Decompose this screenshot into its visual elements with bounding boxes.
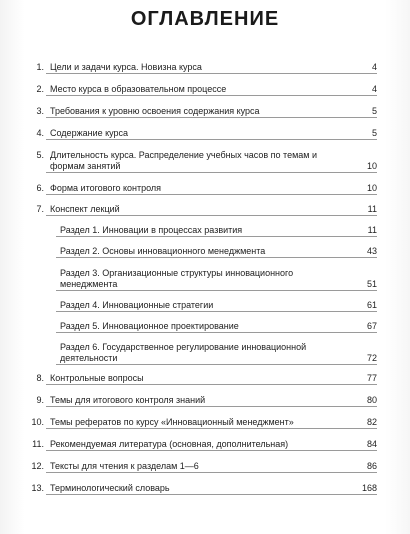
toc-item-number: 13. [31,483,44,493]
toc-item-5 [22,150,377,173]
toc-item-number: 2. [36,84,44,94]
toc-subitem-underline [56,236,377,237]
toc-subitem-underline [56,311,377,312]
toc-item-number: 1. [36,62,44,72]
toc-item-title: Терминологический словарь [50,483,170,493]
toc-subitem-underline [56,257,377,258]
toc-subitem-1 [22,225,377,237]
toc-item-2 [22,84,377,96]
toc-item-8 [22,373,377,385]
toc-item-6 [22,183,377,195]
toc-item-underline [46,73,377,74]
toc-item-page: 82 [366,417,377,427]
page-title: ОГЛАВЛЕНИЕ [130,8,280,30]
toc-item-page: 10 [366,183,377,193]
toc-subitem-underline [56,364,377,365]
toc-item-title: Темы рефератов по курсу «Инновационный менеджмент» [50,417,294,427]
toc-item-underline [46,450,377,451]
toc-item-underline [46,194,377,195]
toc-item-page: 5 [371,106,377,116]
toc-item-page: 4 [371,84,377,94]
toc-item-title: Требования к уровню освоения содержания курса [50,106,260,116]
toc-subitem-page: 11 [367,225,377,235]
toc-subitem-page: 51 [366,279,377,289]
toc-item-number: 11. [32,439,44,449]
toc-item-number: 7. [36,204,44,214]
toc-item-title: Форма итогового контроля [50,183,162,193]
toc-item-title: Контрольные вопросы [50,373,144,383]
toc-subitem-title: Раздел 6. Государственное регулирование инновационной деятельности [60,342,307,363]
toc-item-page: 84 [366,439,377,449]
toc-item-1 [22,62,377,74]
toc-subitem-underline [56,332,377,333]
toc-subitem-2 [22,246,377,258]
toc-item-page: 77 [366,373,377,383]
toc-item-title: Цели и задачи курса. Новизна курса [50,62,202,72]
toc-item-3 [22,106,377,118]
toc-item-underline [46,139,377,140]
toc-item-underline [46,494,377,495]
toc-subitem-page: 61 [366,300,377,310]
toc-subitem-page: 43 [366,246,377,256]
toc-item-title: Конспект лекций [50,204,120,214]
toc-item-underline [46,172,377,173]
toc-item-underline [46,95,377,96]
toc-item-title: Место курса в образовательном процессе [50,84,227,94]
toc-subitem-5 [22,321,377,333]
toc-item-number: 10. [31,417,44,427]
toc-subitem-title: Раздел 2. Основы инновационного менеджмента [60,246,266,256]
toc-item-underline [46,406,377,407]
toc-item-underline [46,428,377,429]
toc-item-number: 4. [36,128,44,138]
toc-item-page: 10 [366,161,377,171]
toc-item-number: 3. [36,106,44,116]
toc-item-page: 168 [361,483,377,493]
toc-item-number: 8. [36,373,44,383]
toc-item-underline [46,384,377,385]
toc-item-12 [22,461,377,473]
toc-item-10 [22,417,377,429]
toc-item-underline [46,117,377,118]
toc-item-9 [22,395,377,407]
toc-subitem-title: Раздел 5. Инновационное проектирование [60,321,239,331]
toc-item-11 [22,439,377,451]
toc-subitem-page: 72 [366,353,377,363]
toc-item-title: Рекомендуемая литература (основная, дополнительная) [50,439,289,449]
toc-subitem-title: Раздел 4. Инновационные стратегии [60,300,214,310]
toc-item-number: 5. [36,150,44,160]
toc-item-number: 6. [36,183,44,193]
toc-item-number: 12. [31,461,44,471]
toc-item-7 [22,204,377,216]
toc-item-page: 86 [366,461,377,471]
toc-subitem-underline [56,290,377,291]
toc-item-13 [22,483,377,495]
toc-item-title: Длительность курса. Распределение учебных часов по темам и формам занятий [50,150,317,171]
toc-subitem-6 [22,342,377,365]
toc-subitem-3 [22,268,377,291]
toc-item-page: 11 [367,204,377,214]
toc-item-title: Тексты для чтения к разделам 1—6 [50,461,199,471]
toc-item-page: 80 [366,395,377,405]
toc-item-4 [22,128,377,140]
toc-item-title: Содержание курса [50,128,129,138]
toc-subitem-4 [22,300,377,312]
toc-item-page: 5 [371,128,377,138]
toc-item-underline [46,472,377,473]
toc-item-page: 4 [371,62,377,72]
toc-item-title: Темы для итогового контроля знаний [50,395,206,405]
toc-subitem-page: 67 [366,321,377,331]
toc-subitem-title: Раздел 3. Организационные структуры инновационного менеджмента [60,268,294,289]
toc-subitem-title: Раздел 1. Инновации в процессах развития [60,225,243,235]
toc-item-underline [46,215,377,216]
toc-item-number: 9. [36,395,44,405]
